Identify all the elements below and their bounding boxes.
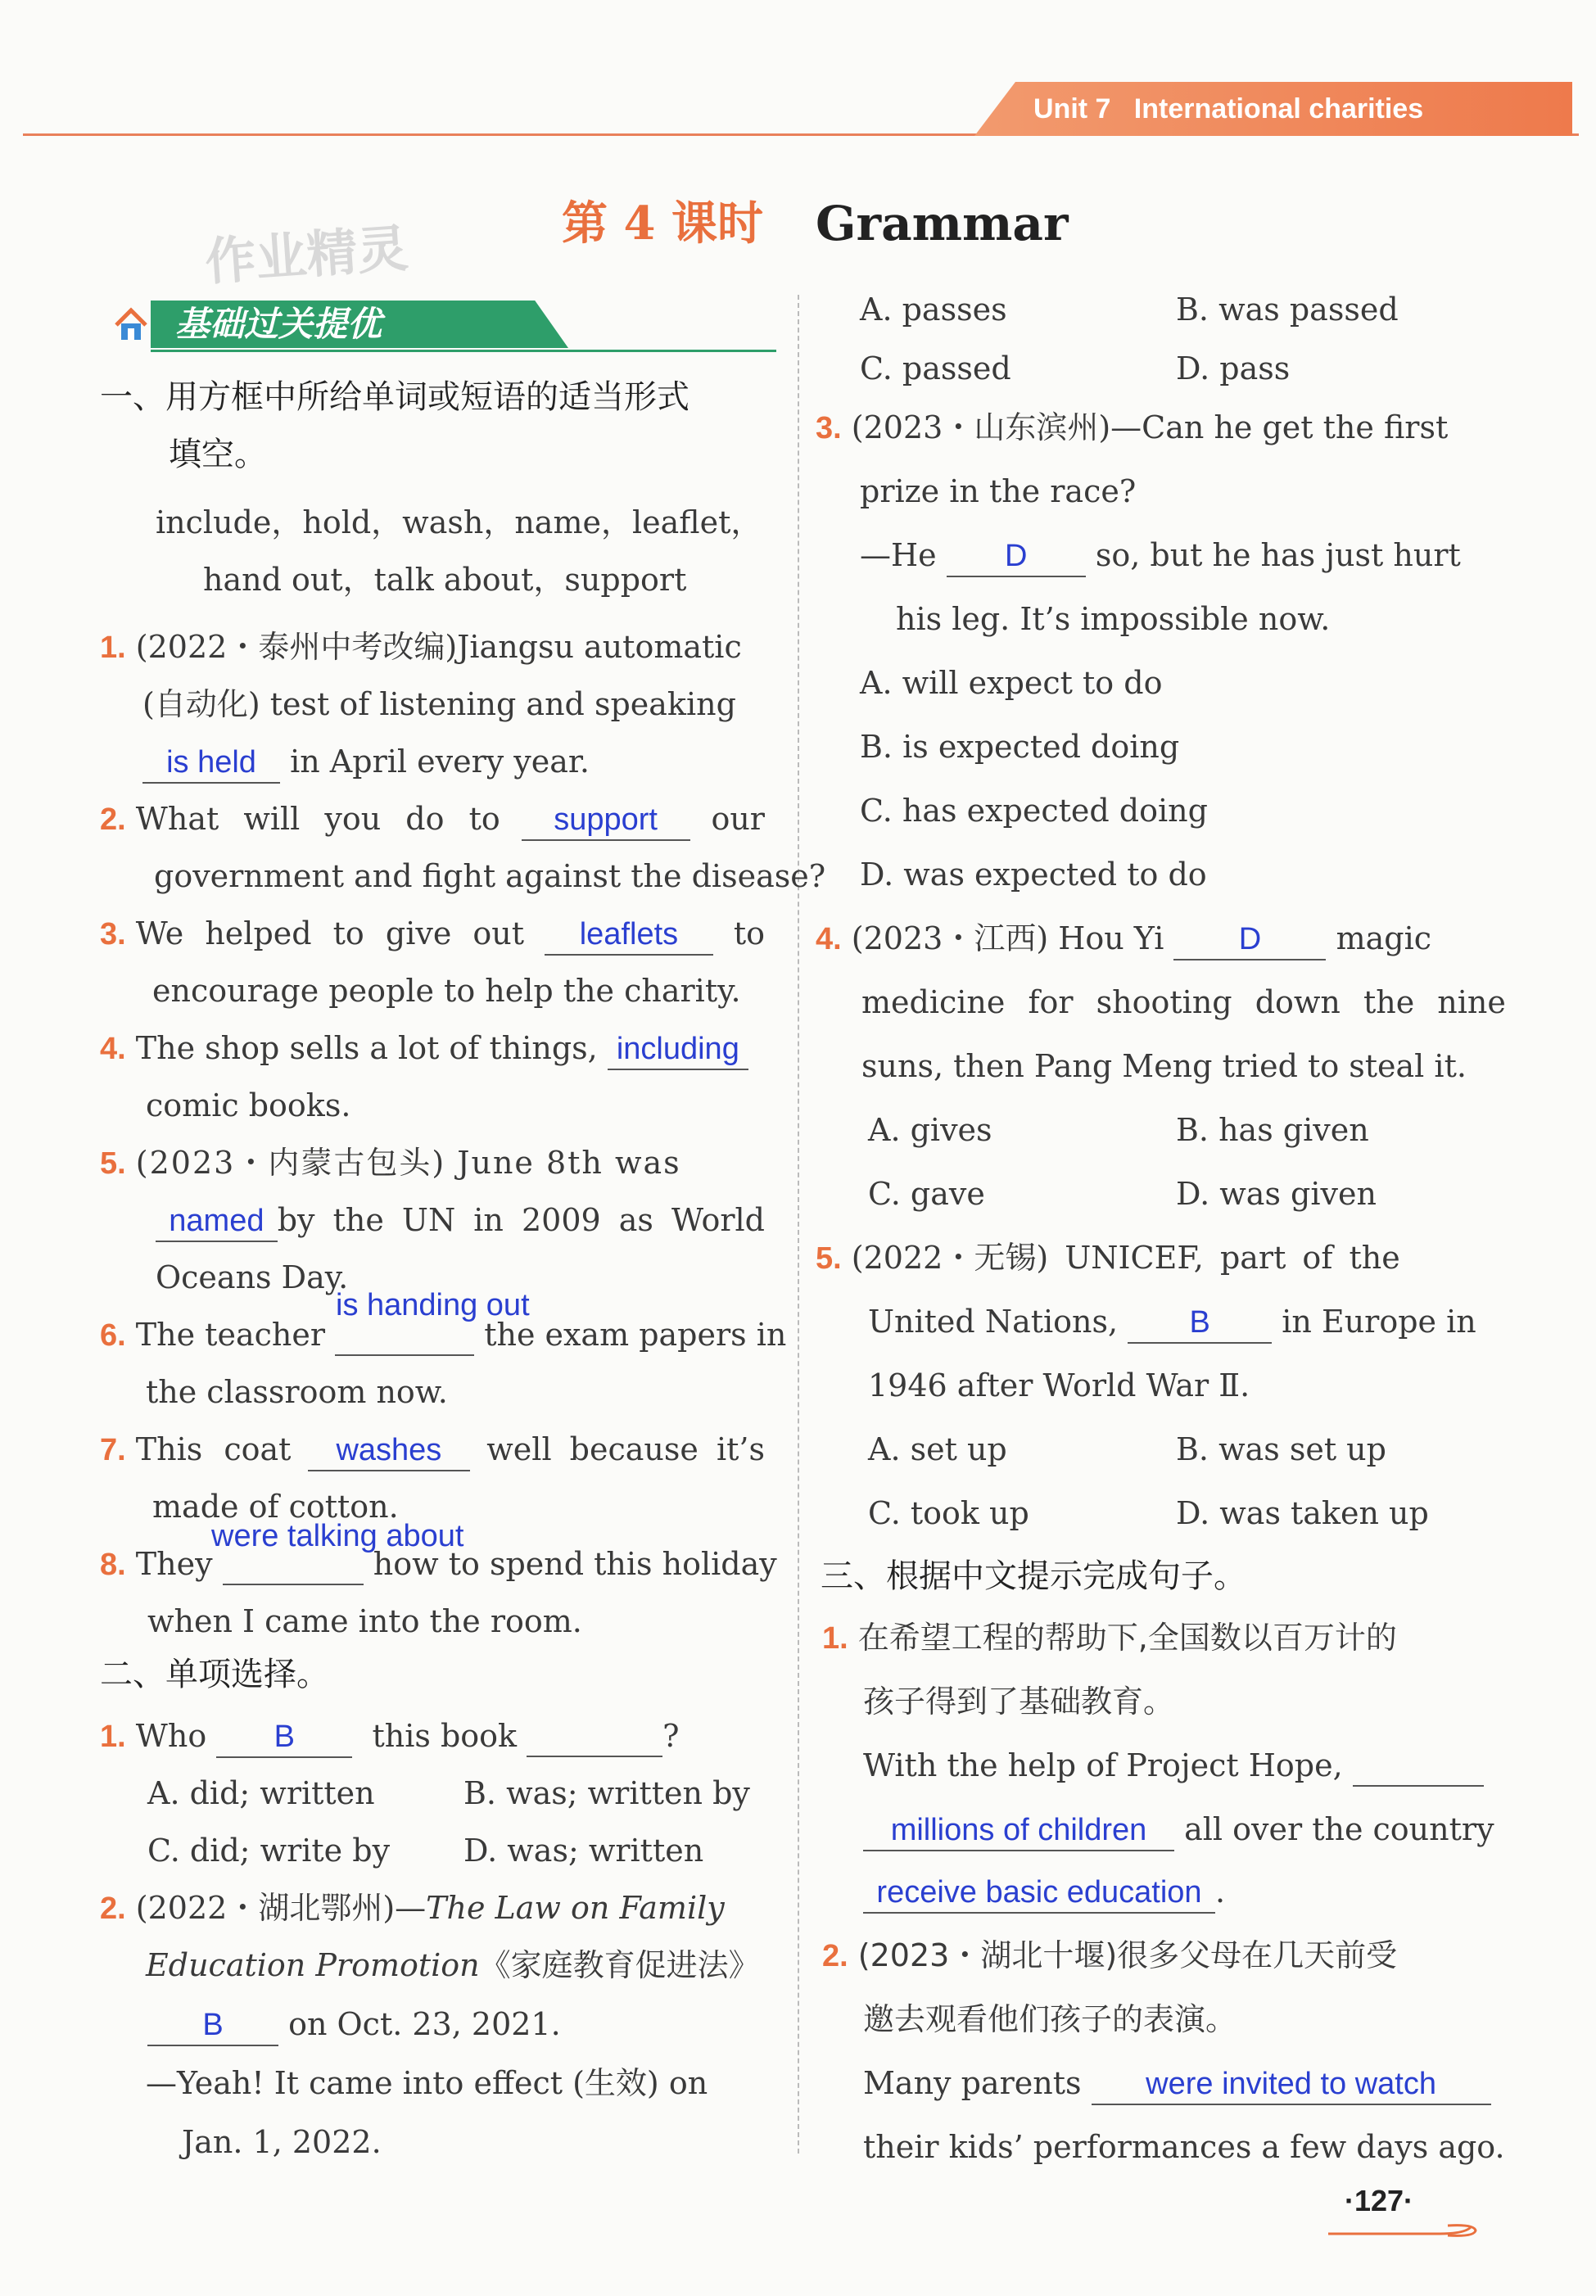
s2q2-book: The Law on Family <box>426 1890 725 1926</box>
s1q3-blank[interactable] <box>545 914 713 956</box>
word-box-line2: hand out，talk about，support <box>203 562 687 598</box>
s2q3-optB[interactable]: B. is expected doing <box>860 729 1180 765</box>
s2q4-optD[interactable]: D. was given <box>1176 1176 1377 1212</box>
s2q4-answer: D <box>1238 922 1262 956</box>
s1q5-l2 <box>156 1200 765 1242</box>
s1q3-num: 3. <box>100 917 126 951</box>
s2q2-book2: Education Promotion <box>146 1947 480 1983</box>
s1q1-answer: is held <box>166 745 256 780</box>
s1q7-num: 7. <box>100 1433 126 1467</box>
s2q2-optB[interactable]: B. was passed <box>1176 292 1399 328</box>
s1q5-answer: named <box>169 1204 264 1238</box>
s1q5-a: (2023・内蒙古包头) June 8th was <box>135 1145 681 1181</box>
s2q5-b: United Nations, <box>868 1304 1119 1340</box>
s1q4-num: 4. <box>100 1032 126 1066</box>
s2q5-blank[interactable] <box>1128 1302 1272 1344</box>
s2q1-answer: B <box>274 1720 295 1754</box>
s3q2-a: Many parents <box>863 2065 1082 2101</box>
s1q6-a: The teacher <box>135 1317 326 1353</box>
s2q2-answer: B <box>202 2008 224 2042</box>
s1q4-l1 <box>100 1028 748 1070</box>
s1q3-answer: leaflets <box>579 917 679 951</box>
s3q1-blank-c[interactable] <box>863 1872 1215 1914</box>
s2q4-blank[interactable] <box>1173 919 1326 960</box>
s1q1-c: in April every year. <box>290 743 590 780</box>
s1q5-l1 <box>100 1143 681 1183</box>
s2q3-c: —He <box>860 537 937 573</box>
s1q4-a: The shop sells a lot of things, <box>135 1030 598 1066</box>
s2q4-num: 4. <box>816 922 842 956</box>
s1q6-l1 <box>100 1315 786 1356</box>
s1q3-b: to <box>733 915 765 951</box>
s1q1-l3 <box>142 742 590 784</box>
s1q4-answer: including <box>616 1032 739 1066</box>
s2q2-blank[interactable] <box>147 2004 278 2046</box>
s2q3-answer: D <box>1005 539 1028 573</box>
s1q7-b: well because it’s <box>486 1431 765 1467</box>
s1q1-l2: (自动化) test of listening and speaking <box>142 686 736 722</box>
s2q1-l1 <box>100 1716 680 1758</box>
s2q3-optD[interactable]: D. was expected to do <box>860 856 1207 893</box>
s1q2-answer: support <box>554 802 658 837</box>
s3q1-num: 1. <box>822 1621 848 1656</box>
banner-text: 基础过关提优 <box>175 304 382 344</box>
s2q1-c: ? <box>662 1718 680 1754</box>
s1q8-answer: were talking about <box>211 1519 464 1553</box>
s2q5-c: in Europe in <box>1282 1304 1476 1340</box>
s1q4-blank[interactable] <box>608 1028 748 1070</box>
s2q3-l4: his leg. It’s impossible now. <box>896 601 1331 637</box>
s1q3-l2: encourage people to help the charity. <box>152 973 741 1009</box>
s3q2-l2: 邀去观看他们孩子的表演。 <box>863 2001 1237 2037</box>
s3q1-l2: 孩子得到了基础教育。 <box>863 1684 1175 1720</box>
s3q1-l5 <box>863 1872 1225 1914</box>
s3q2-blank[interactable] <box>1092 2063 1491 2105</box>
s2q1-blank[interactable] <box>216 1716 352 1758</box>
s3q1-answer1: millions of children <box>890 1813 1147 1847</box>
s1q2-blank[interactable] <box>522 799 690 841</box>
s3q1-l1 <box>822 1618 1397 1658</box>
unit-label: Unit 7 <box>1033 93 1111 124</box>
s2q4-l2: medicine for shooting down the nine <box>861 984 1506 1020</box>
page-number-swoosh <box>1325 2219 1481 2244</box>
s1q7-answer: washes <box>336 1433 442 1467</box>
s1q2-num: 2. <box>100 802 126 837</box>
s2q3-num: 3. <box>816 411 842 445</box>
s3q2-zh-a: (2023・湖北十堰)很多父母在几天前受 <box>857 1937 1398 1973</box>
s2q3-optC[interactable]: C. has expected doing <box>860 793 1208 829</box>
section-banner <box>97 297 776 351</box>
s2q5-l1 <box>816 1238 1400 1278</box>
s1q2-b: our <box>711 801 765 837</box>
s2q4-a: (2023・江西) Hou Yi <box>851 920 1164 956</box>
s3q1-blank-b[interactable] <box>863 1810 1174 1851</box>
s1q2-l2: government and fight against the disease? <box>154 858 826 894</box>
s2q2-a: (2022・湖北鄂州)— <box>135 1890 427 1926</box>
s1q3-l1 <box>100 914 765 956</box>
s1q8-blank[interactable] <box>223 1544 364 1585</box>
s1q1-blank[interactable] <box>142 742 280 784</box>
s2q2-optA[interactable]: A. passes <box>860 292 1007 328</box>
s2q5-num: 5. <box>816 1241 842 1276</box>
word-box-line1: include，hold，wash，name，leaflet， <box>156 504 762 540</box>
s2q1-optC[interactable]: C. did; write by <box>147 1833 391 1869</box>
s3q1-c: . <box>1215 1873 1226 1910</box>
s1q7-blank[interactable] <box>308 1430 470 1471</box>
s2q2-l4: —Yeah! It came into effect (生效) on <box>146 2065 708 2101</box>
banner-rule <box>151 350 776 352</box>
s2q3-blank[interactable] <box>947 536 1086 577</box>
s2q1-blank2[interactable] <box>527 1716 662 1757</box>
s1q8-l1 <box>100 1544 777 1585</box>
s2q2-l3 <box>147 2004 561 2046</box>
s2q3-optA[interactable]: A. will expect to do <box>860 665 1163 701</box>
s1q3-a: We helped to give out <box>135 915 525 951</box>
s2q2-b: on Oct. 23, 2021. <box>288 2006 561 2042</box>
s1q8-b: how to spend this holiday <box>373 1546 777 1582</box>
s2q2-l1 <box>100 1888 725 1928</box>
sec1-title-b: 填空。 <box>169 436 267 473</box>
s3q2-l4: their kids’ performances a few days ago. <box>863 2129 1505 2165</box>
s1q6-l2: the classroom now. <box>146 1374 448 1410</box>
s1q6-b: the exam papers in <box>484 1317 787 1353</box>
s1q1-l1 <box>100 627 742 667</box>
s2q5-optC[interactable]: C. took up <box>868 1495 1029 1531</box>
s3q1-zh-a: 在希望工程的帮助下,全国数以百万计的 <box>857 1620 1397 1656</box>
s2q5-l3: 1946 after World War Ⅱ. <box>868 1367 1250 1403</box>
s1q5-b: by the UN in 2009 as World <box>277 1202 765 1238</box>
s2q5-answer: B <box>1189 1305 1210 1340</box>
s3q1-blank-a[interactable] <box>1353 1746 1484 1787</box>
s2q1-b: this book <box>372 1718 518 1754</box>
unit-topic: International charities <box>1133 93 1424 124</box>
s2q1-a: Who <box>135 1718 207 1754</box>
column-divider <box>798 295 799 2154</box>
sec2-title: 二、单项选择。 <box>100 1656 329 1693</box>
s2q1-optD[interactable]: D. was; written <box>463 1833 704 1869</box>
s1q6-answer: is handing out <box>336 1288 530 1322</box>
s3q2-l3 <box>863 2063 1491 2105</box>
s1q7-a: This coat <box>135 1431 292 1467</box>
s2q3-l1 <box>816 408 1448 448</box>
s2q2-num: 2. <box>100 1891 126 1926</box>
s1q7-l2: made of cotton. <box>152 1489 399 1525</box>
s2q4-l1 <box>816 919 1431 960</box>
lesson-label: 第 4 课时 <box>562 197 763 251</box>
banner-house-icon <box>113 305 149 345</box>
s2q3-l2: prize in the race? <box>860 473 1137 509</box>
header-unit <box>1033 90 1423 128</box>
s3q1-answer2: receive basic education <box>876 1875 1202 1910</box>
s1q5-blank[interactable] <box>156 1200 278 1242</box>
s3q1-b: all over the country <box>1184 1811 1494 1847</box>
s1q6-blank[interactable] <box>335 1315 474 1356</box>
s2q2-zh: 《家庭教育促进法》 <box>479 1947 760 1983</box>
s1q8-l2: when I came into the room. <box>147 1603 582 1639</box>
s2q5-optB[interactable]: B. was set up <box>1176 1431 1386 1467</box>
s1q7-l1 <box>100 1430 765 1471</box>
s2q3-l3 <box>860 536 1461 577</box>
s1q8-num: 8. <box>100 1548 126 1582</box>
s2q2-optC[interactable]: C. passed <box>860 350 1011 386</box>
s1q2-l1 <box>100 799 765 841</box>
s1q2-a: What will you do to <box>135 801 500 837</box>
s1q1-num: 1. <box>100 630 126 665</box>
s2q3-d: so, but he has just hurt <box>1095 537 1461 573</box>
s1q5-l3: Oceans Day. <box>156 1259 349 1295</box>
s3q2-l1 <box>822 1936 1397 1976</box>
s2q4-optA[interactable]: A. gives <box>868 1112 992 1148</box>
s1q1-a: (2022・泰州中考改编)Jiangsu automatic <box>135 629 742 665</box>
s2q5-optA[interactable]: A. set up <box>868 1431 1007 1467</box>
s3q2-num: 2. <box>822 1939 848 1973</box>
s2q5-a: (2022・无锡) UNICEF, part of the <box>851 1240 1400 1276</box>
s3q1-l3 <box>863 1746 1484 1787</box>
s2q1-num: 1. <box>100 1720 126 1754</box>
s2q4-optC[interactable]: C. gave <box>868 1176 985 1212</box>
s1q8-a: They <box>135 1546 213 1582</box>
s2q2-optD[interactable]: D. pass <box>1176 350 1291 386</box>
s2q4-b: magic <box>1336 920 1432 956</box>
s2q1-optA[interactable]: A. did; written <box>147 1775 375 1811</box>
sec3-title: 三、根据中文提示完成句子。 <box>821 1557 1246 1595</box>
s2q4-optB[interactable]: B. has given <box>1176 1112 1369 1148</box>
s3q2-answer: were invited to watch <box>1146 2067 1436 2101</box>
s2q2-l5: Jan. 1, 2022. <box>182 2124 382 2160</box>
s2q5-optD[interactable]: D. was taken up <box>1176 1495 1429 1531</box>
s2q5-l2 <box>868 1302 1476 1344</box>
s3q1-l4 <box>863 1810 1494 1851</box>
s1q6-num: 6. <box>100 1318 126 1353</box>
page-title: Grammar <box>816 196 1069 251</box>
s3q1-a: With the help of Project Hope, <box>863 1747 1343 1783</box>
s2q3-a: (2023・山东滨州)—Can he get the first <box>851 409 1449 445</box>
watermark: 作业精灵 <box>203 218 410 292</box>
s2q2-l2 <box>146 1946 760 1985</box>
s2q4-l3: suns, then Pang Meng tried to steal it. <box>861 1048 1467 1084</box>
sec1-title-a: 一、用方框中所给单词或短语的适当形式 <box>100 378 689 416</box>
page-number: ·127· <box>1345 2184 1414 2217</box>
s1q4-l2: comic books. <box>146 1087 351 1123</box>
s1q5-num: 5. <box>100 1146 126 1181</box>
s2q1-optB[interactable]: B. was; written by <box>463 1775 750 1811</box>
